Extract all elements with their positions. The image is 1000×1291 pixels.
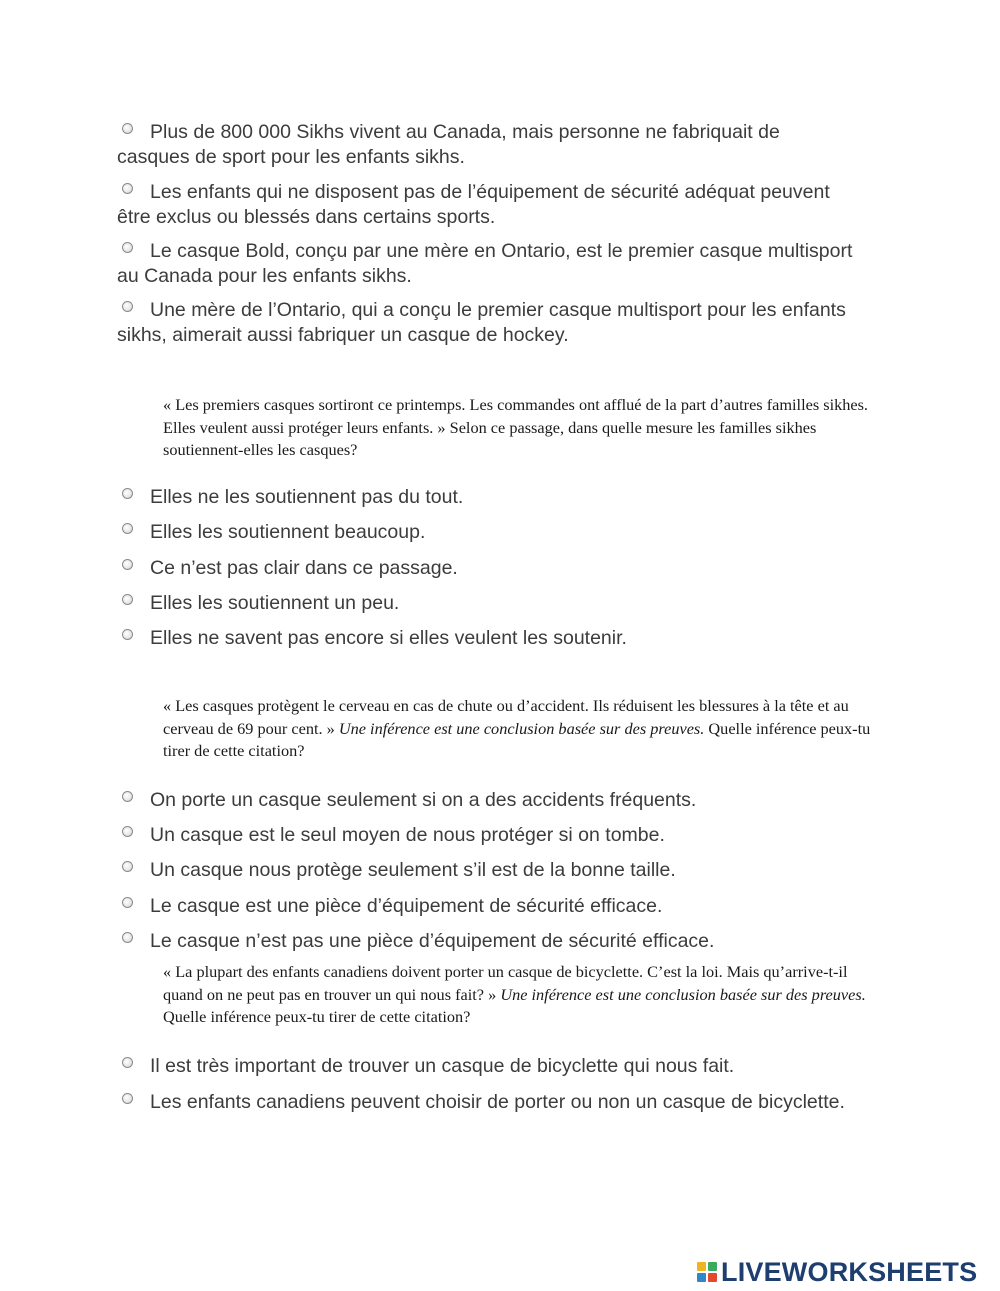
option-q1-2[interactable]	[117, 180, 857, 229]
option-text: Elles les soutiennent beaucoup.	[150, 521, 426, 543]
passage-quote: « Les casques protègent le cerveau en cas de chute ou d’accident. Ils réduisent les blessures à la tête et au cerveau de 69 pour cent. »	[163, 696, 849, 738]
option-text: Ce n’est pas clair dans ce passage.	[150, 557, 458, 579]
option-text: Plus de 800 000 Sikhs vivent au Canada, mais personne ne fabriquait de casques de sport pour les enfants sikhs.	[117, 121, 780, 168]
logo-block	[697, 1262, 706, 1271]
logo-block	[708, 1273, 717, 1282]
radio-button-icon[interactable]	[122, 826, 133, 837]
option-text: Les enfants canadiens peuvent choisir de porter ou non un casque de bicyclette.	[150, 1091, 845, 1113]
radio-button-icon[interactable]	[122, 242, 133, 253]
radio-button-icon[interactable]	[122, 897, 133, 908]
option-q2-3[interactable]	[117, 556, 857, 581]
logo-block	[697, 1273, 706, 1282]
radio-button-icon[interactable]	[122, 932, 133, 943]
radio-button-icon[interactable]	[122, 183, 133, 194]
logo-text: LIVEWORKSHEETS	[721, 1257, 978, 1287]
option-q3-5[interactable]	[117, 929, 857, 954]
option-q3-2[interactable]	[117, 823, 857, 848]
radio-button-icon[interactable]	[122, 123, 133, 134]
radio-button-icon[interactable]	[122, 629, 133, 640]
passage-definition: Une inférence est une conclusion basée sur des preuves.	[500, 984, 866, 1004]
radio-button-icon[interactable]	[122, 1093, 133, 1104]
radio-button-icon[interactable]	[122, 488, 133, 499]
option-text: Le casque est une pièce d’équipement de sécurité efficace.	[150, 895, 663, 917]
option-q2-5[interactable]	[117, 626, 857, 651]
liveworksheets-logo	[697, 1257, 977, 1287]
option-q3-3[interactable]	[117, 858, 857, 883]
passage-q4	[163, 961, 888, 1029]
option-q2-4[interactable]	[117, 591, 857, 616]
option-text: Un casque nous protège seulement s’il est de la bonne taille.	[150, 859, 676, 881]
radio-button-icon[interactable]	[122, 861, 133, 872]
passage-q2: « Les premiers casques sortiront ce printemps. Les commandes ont afflué de la part d’autres familles sikhes. Elles veulent aussi protéger leurs enfants. » Selon ce passage, dans quelle mesure les familles sikhes soutiennent-elles les casques?	[163, 395, 869, 459]
passage-question: Quelle inférence peux-tu tirer de cette citation?	[163, 718, 871, 760]
option-q2-1[interactable]	[117, 485, 857, 510]
option-q1-1[interactable]	[117, 120, 857, 169]
option-text: Un casque est le seul moyen de nous protéger si on tombe.	[150, 824, 665, 846]
option-q4-1[interactable]	[117, 1054, 857, 1079]
option-text: Il est très important de trouver un casque de bicyclette qui nous fait.	[150, 1055, 735, 1077]
option-text: Elles ne savent pas encore si elles veulent les soutenir.	[150, 627, 627, 649]
logo-blocks-icon	[697, 1262, 717, 1282]
option-q2-2[interactable]	[117, 520, 857, 545]
option-text: Les enfants qui ne disposent pas de l’équipement de sécurité adéquat peuvent être exclus ou blessés dans certains sports.	[117, 181, 830, 228]
radio-button-icon[interactable]	[122, 301, 133, 312]
logo-block	[708, 1262, 717, 1271]
option-q1-3[interactable]	[117, 239, 857, 288]
option-q3-1[interactable]	[117, 788, 857, 813]
passage-quote: « La plupart des enfants canadiens doivent porter un casque de bicyclette. C’est la loi. Mais qu’arrive-t-il quand on ne peut pas en trouver un qui nous fait? »	[163, 962, 848, 1004]
radio-button-icon[interactable]	[122, 523, 133, 534]
option-q1-4[interactable]	[117, 298, 857, 347]
option-q4-2[interactable]	[117, 1090, 857, 1115]
radio-button-icon[interactable]	[122, 1057, 133, 1068]
option-q3-4[interactable]	[117, 894, 857, 919]
passage-definition: Une inférence est une conclusion basée sur des preuves.	[338, 718, 705, 738]
radio-button-icon[interactable]	[122, 594, 133, 605]
option-text: Le casque n’est pas une pièce d’équipement de sécurité efficace.	[150, 930, 715, 952]
radio-button-icon[interactable]	[122, 791, 133, 802]
option-text: Une mère de l’Ontario, qui a conçu le premier casque multisport pour les enfants sikhs, aimerait aussi fabriquer un casque de hockey.	[117, 299, 846, 346]
passage-q3	[163, 695, 888, 763]
option-text: On porte un casque seulement si on a des accidents fréquents.	[150, 789, 697, 811]
radio-button-icon[interactable]	[122, 559, 133, 570]
option-text: Le casque Bold, conçu par une mère en Ontario, est le premier casque multisport au Canada pour les enfants sikhs.	[117, 240, 853, 287]
passage-question: Quelle inférence peux-tu tirer de cette citation?	[163, 1007, 471, 1026]
option-text: Elles ne les soutiennent pas du tout.	[150, 486, 464, 508]
option-text: Elles les soutiennent un peu.	[150, 592, 400, 614]
